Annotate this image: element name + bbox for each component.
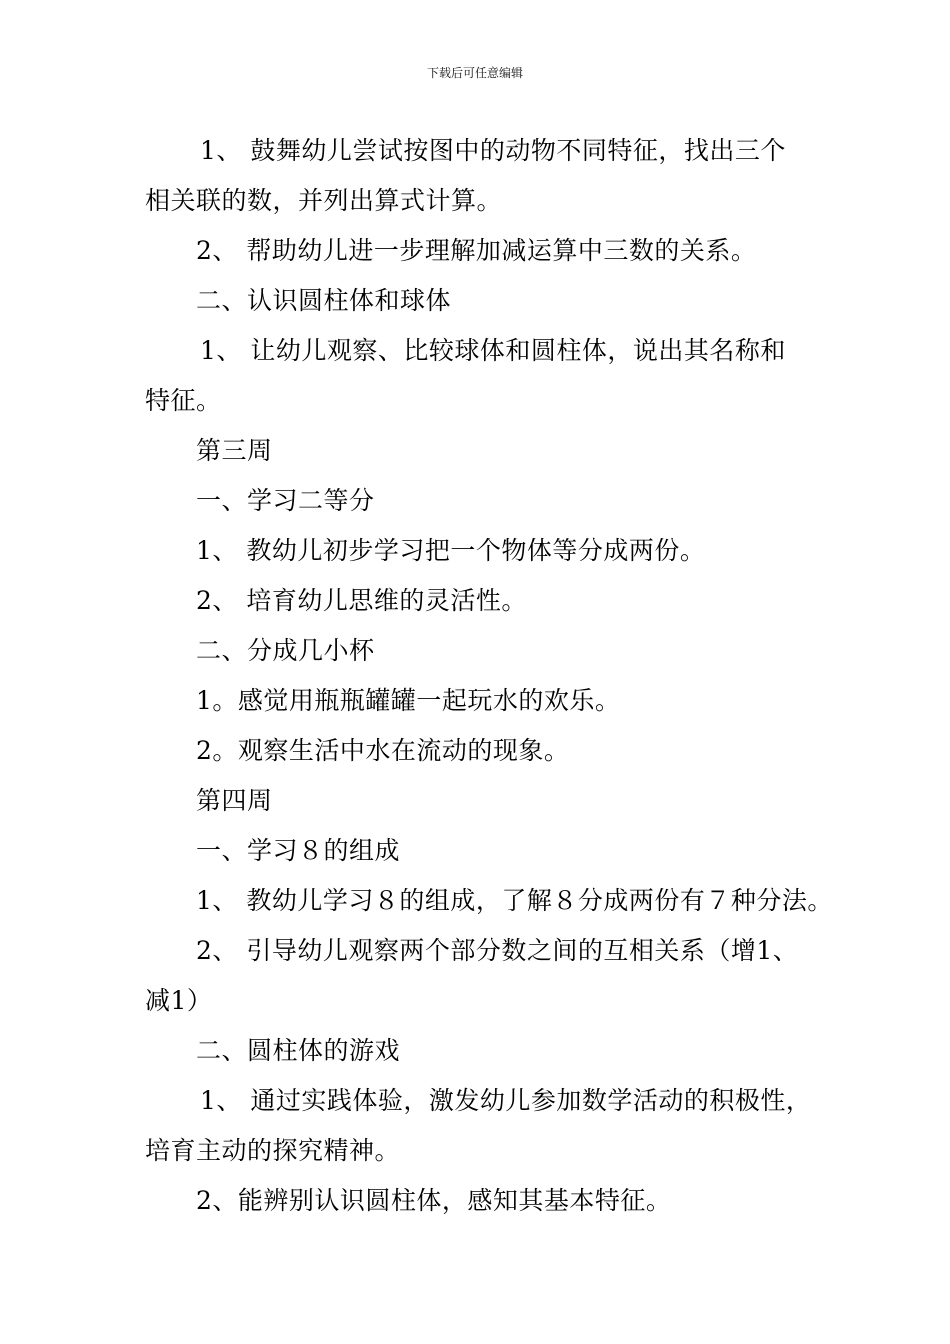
paragraph-line: 2。观察生活中水在流动的现象。	[196, 736, 570, 765]
paragraph-line: 1、 鼓舞幼儿尝试按图中的动物不同特征，找出三个	[200, 136, 786, 165]
paragraph-line: 2、 引导幼儿观察两个部分数之间的互相关系（增1、	[196, 936, 799, 965]
paragraph-line: 2、 培育幼儿思维的灵活性。	[196, 586, 527, 615]
paragraph-line: 2、 帮助幼儿进一步理解加减运算中三数的关系。	[196, 236, 757, 265]
paragraph-line: 培育主动的探究精神。	[145, 1136, 401, 1165]
paragraph-line: 1、 教幼儿初步学习把一个物体等分成两份。	[196, 536, 706, 565]
page-header: 下载后可任意编辑	[426, 66, 523, 80]
paragraph-line: 2、能辨别认识圆柱体，感知其基本特征。	[196, 1186, 672, 1215]
section-heading: 一、学习二等分	[196, 486, 375, 515]
paragraph-line: 1、 让幼儿观察、比较球体和圆柱体，说出其名称和	[200, 336, 786, 365]
section-heading: 一、学习８的组成	[196, 836, 401, 865]
section-heading: 二、分成几小杯	[196, 636, 375, 665]
document-body	[145, 126, 833, 1226]
section-heading: 二、认识圆柱体和球体	[196, 286, 452, 315]
paragraph-line: 相关联的数，并列出算式计算。	[145, 186, 503, 215]
week-heading: 第三周	[196, 436, 273, 465]
paragraph-line: 1、 通过实践体验，激发幼儿参加数学活动的积极性，	[200, 1086, 812, 1115]
paragraph-line: 1、 教幼儿学习８的组成，了解８分成两份有７种分法。	[196, 886, 833, 915]
section-heading: 二、圆柱体的游戏	[196, 1036, 401, 1065]
paragraph-line: 减1）	[145, 986, 213, 1015]
paragraph-line: 特征。	[145, 386, 222, 415]
week-heading: 第四周	[196, 786, 273, 815]
paragraph-line: 1。感觉用瓶瓶罐罐一起玩水的欢乐。	[196, 686, 621, 715]
